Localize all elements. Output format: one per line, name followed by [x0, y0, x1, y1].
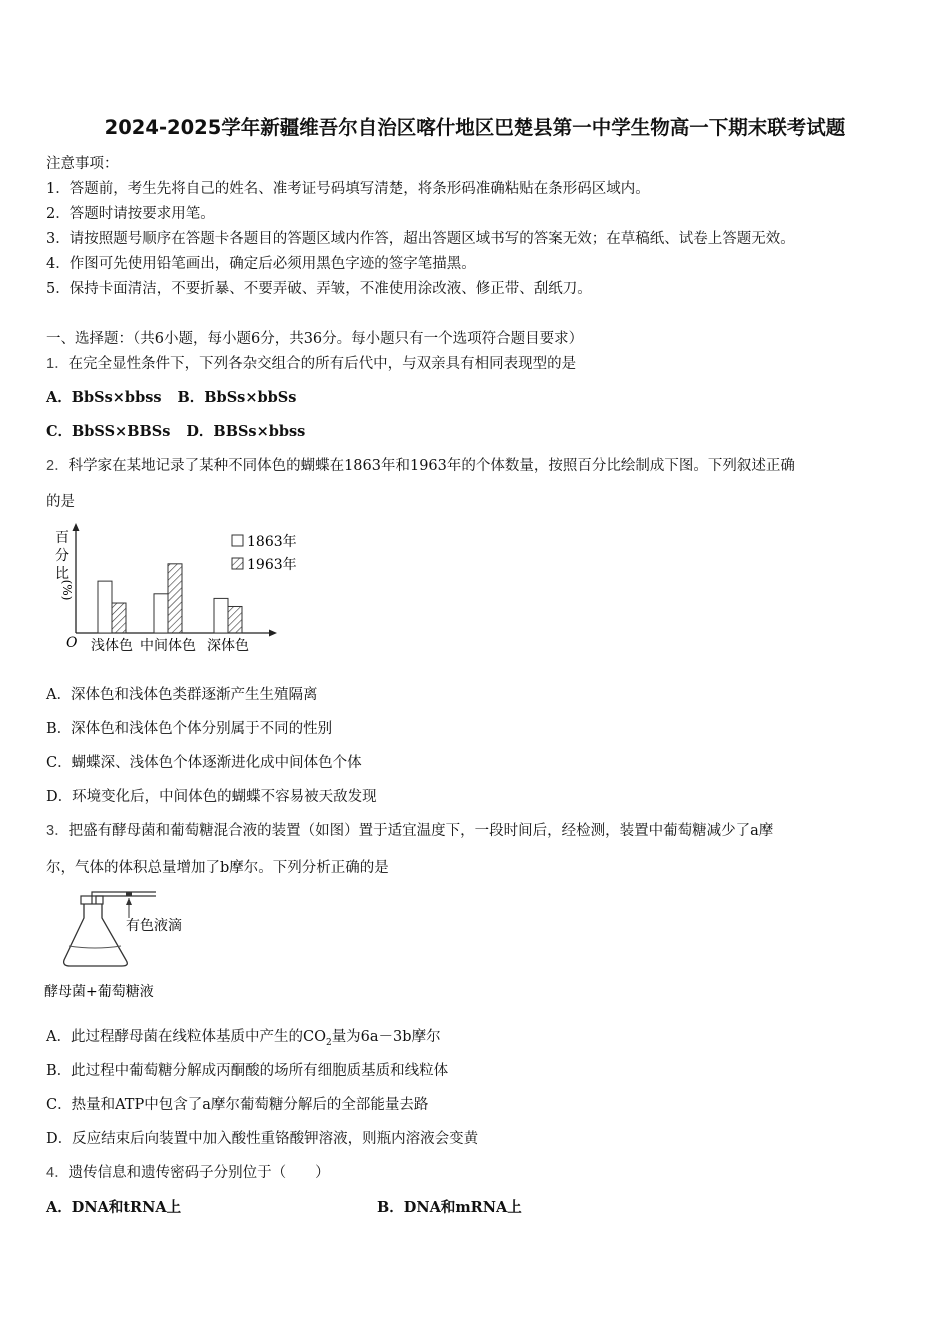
category-label-深体色: 深体色 [207, 638, 249, 654]
droplet-pointer-arrow [126, 898, 132, 905]
question-3-line2: 尔，气体的体积总量增加了b摩尔。下列分析正确的是 [46, 860, 389, 876]
question-stem-line1: 把盛有酵母菌和葡萄糖混合液的装置（如图）置于适宜温度下，一段时间后，经检测，装置中葡萄糖减少了a摩 [68, 823, 774, 839]
bar-1963年-浅体色 [112, 603, 126, 633]
flask-liquid-surface [69, 946, 121, 948]
notice-item-4: 4．作图可先使用铅笔画出，确定后必须用黑色字迹的签字笔描黑。 [46, 256, 476, 272]
legend-swatch-1863年 [232, 535, 243, 546]
notice-item-2: 2．答题时请按要求用笔。 [46, 206, 215, 222]
q2-option-c: C．蝴蝶深、浅体色个体逐渐进化成中间体色个体 [46, 755, 362, 771]
question-stem: 遗传信息和遗传密码子分别位于（ ） [68, 1165, 330, 1181]
question-2-line2: 的是 [46, 494, 75, 510]
y-axis-arrow [73, 523, 80, 531]
question-number: 1． [46, 356, 69, 372]
question-2 [46, 454, 795, 475]
page-title: 2024-2025学年新疆维吾尔自治区喀什地区巴楚县第一中学生物高一下期末联考试题 [104, 116, 846, 139]
q3-option-b: B．此过程中葡萄糖分解成丙酮酸的场所有细胞质基质和线粒体 [46, 1063, 449, 1079]
q3-option-a-text-end: 量为6a－3b摩尔 [331, 1029, 441, 1045]
y-axis-label-char-3: 比 [55, 566, 69, 582]
q3-option-d: D．反应结束后向装置中加入酸性重铬酸钾溶液，则瓶内溶液会变黄 [46, 1131, 479, 1147]
category-label-中间体色: 中间体色 [140, 638, 196, 654]
question-number: 4． [46, 1165, 69, 1181]
q3-option-c: C．热量和ATP中包含了a摩尔葡萄糖分解后的全部能量去路 [46, 1097, 429, 1113]
flask-contents-label: 酵母菌+葡萄糖液 [44, 984, 154, 1000]
glass-tube-inner [96, 896, 156, 904]
question-stem: 在完全显性条件下，下列各杂交组合的所有后代中，与双亲具有相同表现型的是 [68, 356, 577, 372]
x-axis-arrow [269, 630, 277, 637]
q1-options-row2 [46, 420, 305, 441]
question-3 [46, 819, 773, 840]
bar-1863年-浅体色 [98, 581, 112, 633]
q2-option-a: A．深体色和浅体色类群逐渐产生生殖隔离 [46, 687, 318, 703]
yeast-flask-apparatus [44, 888, 214, 1003]
question-stem-line1: 科学家在某地记录了某种不同体色的蝴蝶在1863年和1963年的个体数量，按照百分比绘制成下图。下列叙述正确 [68, 458, 795, 474]
q2-option-d: D．环境变化后，中间体色的蝴蝶不容易被天敌发现 [46, 789, 377, 805]
legend-swatch-1963年 [232, 558, 243, 569]
origin-label: O [66, 635, 78, 651]
q1-option-a: A．BbSs×bbss [46, 389, 162, 406]
section-heading: 一、选择题：（共6小题，每小题6分，共36分。每小题只有一个选项符合题目要求） [46, 331, 584, 347]
q3-option-a-text: A．此过程酵母菌在线粒体基质中产生的CO [46, 1029, 326, 1045]
legend-label-1963年: 1963年 [247, 557, 297, 573]
butterfly-color-bar-chart [44, 520, 314, 660]
subscript-2: 2 [325, 1037, 332, 1048]
droplet-label: 有色液滴 [126, 918, 182, 934]
bar-1963年-深体色 [228, 606, 242, 633]
bar-1963年-中间体色 [168, 564, 182, 633]
legend-label-1863年: 1863年 [247, 534, 297, 550]
notice-item-3: 3．请按照题号顺序在答题卡各题目的答题区域内作答，超出答题区域书写的答案无效；在草稿纸、试卷上答题无效。 [46, 231, 795, 247]
question-number: 2． [46, 458, 69, 474]
category-label-浅体色: 浅体色 [91, 638, 133, 654]
y-axis-label-unit: (%) [60, 579, 74, 601]
bar-1863年-中间体色 [154, 594, 168, 633]
question-4 [46, 1161, 330, 1182]
flask-body [64, 904, 128, 966]
bars-group [98, 564, 242, 633]
colored-droplet [126, 892, 132, 896]
bar-1863年-深体色 [214, 598, 228, 633]
q4-option-b: B．DNA和mRNA上 [377, 1199, 522, 1216]
category-labels [91, 637, 249, 654]
y-axis-label-char-2: 分 [55, 548, 69, 564]
q1-option-b: B．BbSs×bbSs [177, 389, 297, 406]
notice-item-5: 5．保持卡面清洁，不要折暴、不要弄破、弄皱，不准使用涂改液、修正带、刮纸刀。 [46, 281, 592, 297]
glass-tube [92, 892, 156, 904]
notice-heading: 注意事项： [46, 156, 119, 172]
question-1 [46, 352, 576, 373]
chart-legend [232, 533, 297, 573]
q1-options-row1 [46, 386, 296, 407]
q1-option-c: C．BbSS×BBSs [46, 423, 171, 440]
q3-option-a [46, 1025, 441, 1048]
y-axis-label-char-1: 百 [55, 530, 69, 546]
q4-option-a: A．DNA和tRNA上 [46, 1199, 182, 1216]
q2-option-b: B．深体色和浅体色个体分别属于不同的性别 [46, 721, 333, 737]
question-number: 3． [46, 823, 69, 839]
q1-option-d: D．BBSs×bbss [186, 423, 306, 440]
notice-item-1: 1．答题前，考生先将自己的姓名、准考证号码填写清楚，将条形码准确粘贴在条形码区域内。 [46, 181, 650, 197]
